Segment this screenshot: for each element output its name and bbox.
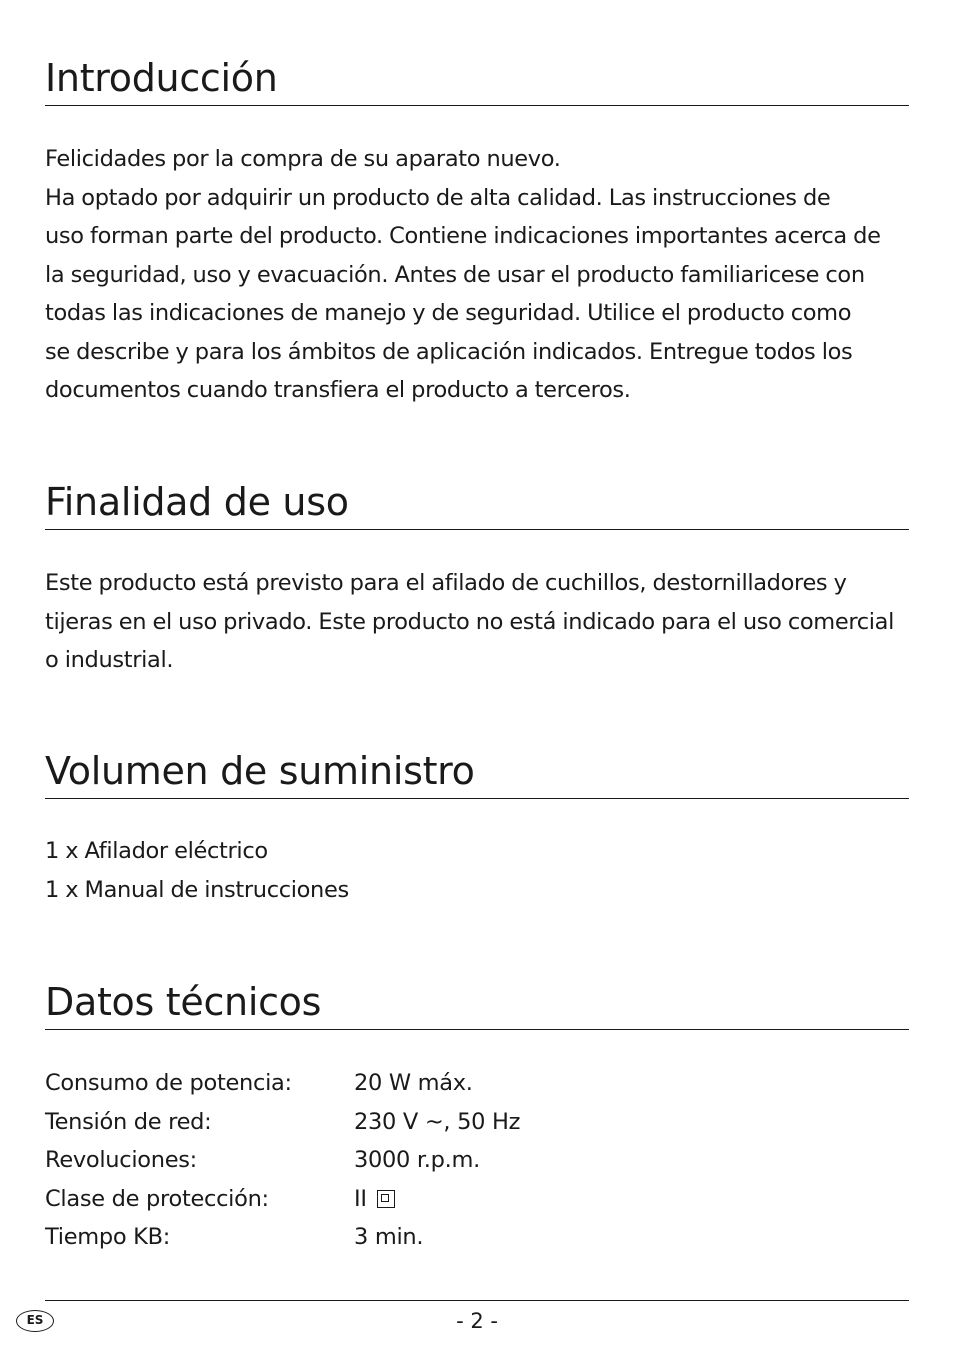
spec-label: Revoluciones:	[45, 1147, 197, 1173]
spec-row	[45, 1218, 909, 1257]
spec-value: 230 V ~, 50 Hz	[354, 1108, 521, 1135]
intro-line: se describe y para los ámbitos de aplicación indicados. Entregue todos los	[45, 338, 853, 365]
heading-purpose: Finalidad de uso	[45, 479, 909, 530]
spec-label: Tensión de red:	[45, 1108, 212, 1135]
spec-row	[45, 1141, 909, 1180]
heading-intro: Introducción	[45, 55, 909, 106]
purpose-line: Este producto está previsto para el afilado de cuchillos, destornilladores y	[45, 570, 847, 596]
supply-item: 1 x Afilador eléctrico	[45, 838, 268, 864]
spec-value: 3 min.	[354, 1224, 424, 1250]
intro-line: documentos cuando transfiera el producto a terceros.	[45, 377, 631, 403]
section-purpose	[45, 479, 909, 680]
spec-row	[45, 1103, 909, 1142]
supply-list	[45, 832, 909, 909]
intro-line: uso forman parte del producto. Contiene indicaciones importantes acerca de	[45, 223, 881, 249]
heading-supply: Volumen de suministro	[45, 748, 909, 799]
spec-row	[45, 1064, 909, 1103]
intro-paragraph	[45, 140, 909, 410]
intro-line: Ha optado por adquirir un producto de alta calidad. Las instrucciones de	[45, 184, 831, 211]
purpose-paragraph	[45, 564, 909, 680]
spec-label: Clase de protección:	[45, 1185, 269, 1212]
spec-value: 20 W máx.	[354, 1070, 473, 1096]
intro-line: Felicidades por la compra de su aparato nuevo.	[45, 146, 561, 172]
double-square-class-ii-icon	[377, 1190, 395, 1208]
spec-value-protection	[354, 1180, 395, 1219]
spec-row	[45, 1180, 909, 1219]
spec-value: 3000 r.p.m.	[354, 1147, 480, 1173]
specs-table	[45, 1064, 909, 1257]
heading-specs: Datos técnicos	[45, 979, 909, 1030]
intro-line: todas las indicaciones de manejo y de seguridad. Utilice el producto como	[45, 300, 852, 326]
spec-label: Tiempo KB:	[45, 1224, 171, 1250]
language-badge: ES	[16, 1310, 54, 1332]
spec-label: Consumo de potencia:	[45, 1070, 292, 1096]
protection-class-text: II	[354, 1185, 367, 1212]
section-specs	[45, 979, 909, 1257]
page-number: - 2 -	[456, 1309, 498, 1333]
section-intro	[45, 55, 909, 410]
footer-divider	[45, 1300, 909, 1301]
supply-item: 1 x Manual de instrucciones	[45, 876, 349, 903]
purpose-line: tijeras en el uso privado. Este producto no está indicado para el uso comercial	[45, 608, 895, 635]
intro-line: la seguridad, uso y evacuación. Antes de usar el producto familiaricese con	[45, 261, 865, 288]
purpose-line: o industrial.	[45, 647, 174, 673]
section-supply	[45, 748, 909, 909]
